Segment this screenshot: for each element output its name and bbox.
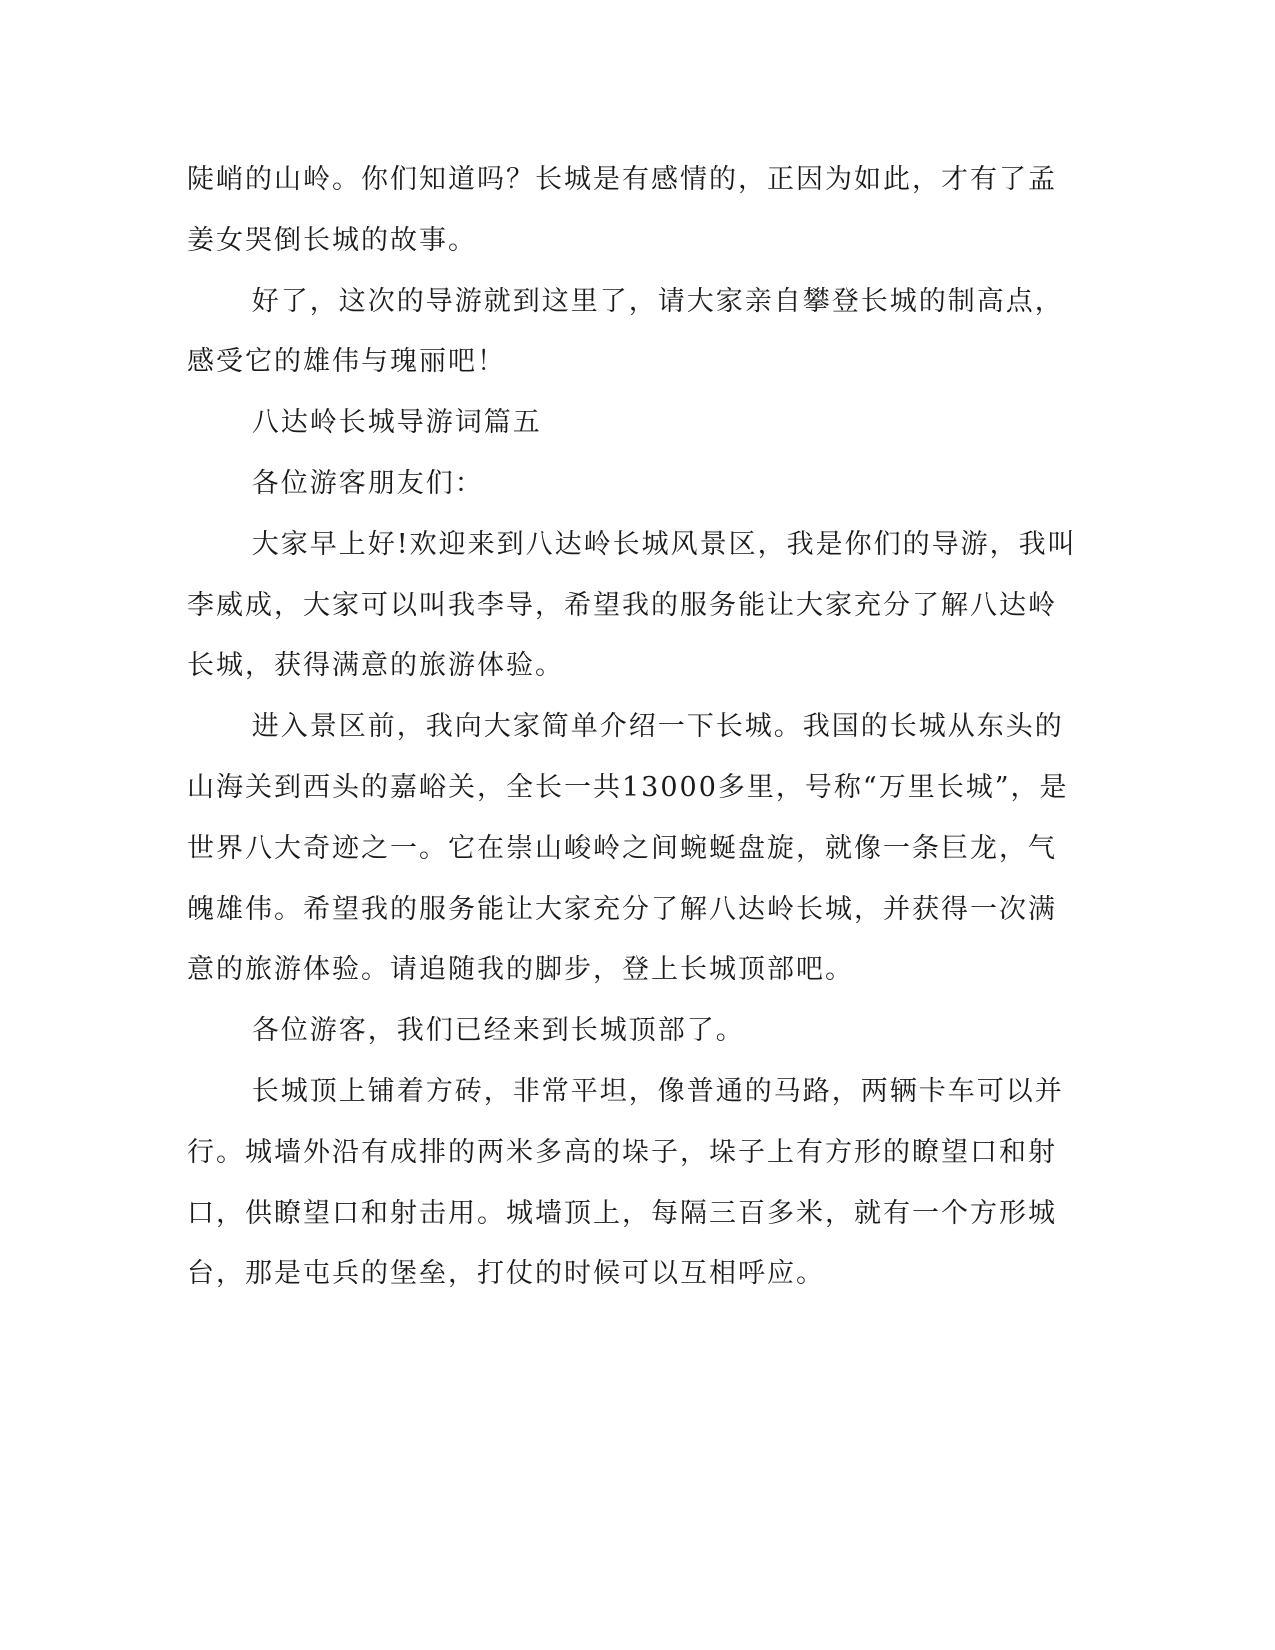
- paragraph-arrival: 各位游客，我们已经来到长城顶部了。: [251, 1015, 745, 1047]
- paragraph-2: 好了，这次的导游就到这里了，请大家亲自攀登长城的制高点，感受它的雄伟与瑰丽吧！: [187, 285, 1064, 378]
- paragraph-description: 长城顶上铺着方砖，非常平坦，像普通的马路，两辆卡车可以并行。城墙外沿有成排的两米多高的垛子，垛子上有方形的瞭望口和射口，供瞭望口和射击用。城墙顶上，每隔三百多米，就有一个方形城台，那是屯兵的堡垒，打仗的时候可以互相呼应。: [187, 1075, 1064, 1290]
- section-heading: 八达岭长城导游词篇五: [251, 407, 542, 439]
- paragraph-welcome: 大家早上好!欢迎来到八达岭长城风景区，我是你们的导游，我叫李威成，大家可以叫我李导，希望我的服务能让大家充分了解八达岭长城，获得满意的旅游体验。: [187, 528, 1077, 682]
- paragraph-1: 陡峭的山岭。你们知道吗？长城是有感情的，正因为如此，才有了孟姜女哭倒长城的故事。: [187, 164, 1057, 256]
- greeting: 各位游客朋友们：: [251, 467, 484, 499]
- document-body: [187, 150, 1077, 1305]
- paragraph-intro: 进入景区前，我向大家简单介绍一下长城。我国的长城从东头的山海关到西头的嘉峪关，全长一共13000多里，号称“万里长城”，是世界八大奇迹之一。它在崇山峻岭之间蜿蜒盘旋，就像一条巨龙，气魄雄伟。希望我的服务能让大家充分了解八达岭长城，并获得一次满意的旅游体验。请追随我的脚步，登上长城顶部吧。: [187, 711, 1069, 986]
